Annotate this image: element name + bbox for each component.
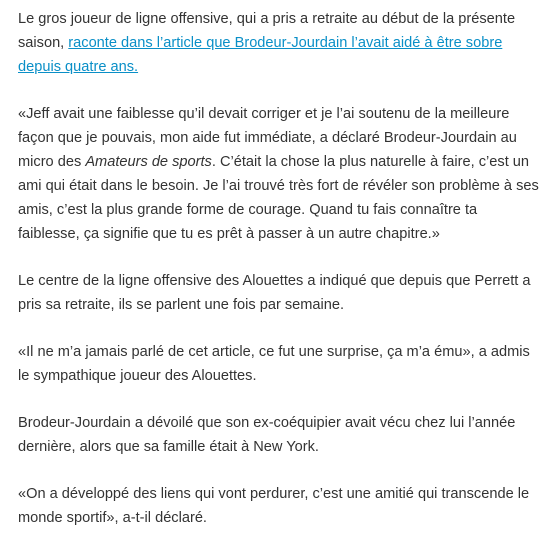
paragraph-intro	[18, 7, 540, 79]
paragraph-friendship-quote: «On a développé des liens qui vont perdurer, c’est une amitié qui transcende le monde sportif», a-t-il déclaré.	[18, 486, 530, 526]
paragraph-surprise-quote: «Il ne m’a jamais parlé de cet article, ce fut une surprise, ça m’a ému», a admis le sympathique joueur des Alouettes.	[18, 344, 530, 384]
article-link[interactable]: raconte dans l’article que Brodeur-Jourdain l’avait aidé à être sobre depuis quatre ans.	[18, 35, 503, 75]
paragraph-lived-together: Brodeur-Jourdain a dévoilé que son ex-coéquipier avait vécu chez lui l’année dernière, alors que sa famille était à New York.	[18, 415, 516, 455]
article-body	[18, 7, 540, 553]
show-name-emphasis: Amateurs de sports	[85, 154, 212, 170]
paragraph-weekly-contact: Le centre de la ligne offensive des Alouettes a indiqué que depuis que Perrett a pris sa retraite, ils se parlent une fois par semaine.	[18, 273, 531, 313]
paragraph-intro-text: Le gros joueur de ligne offensive, qui a pris a retraite au début de la présente saison,	[18, 11, 516, 51]
paragraph-quote-jeff	[18, 102, 540, 246]
paragraph-quote-jeff-text-start: «Jeff avait une faiblesse qu’il devait corriger et je l’ai soutenu de la meilleure façon que je pouvais, mon aide fut immédiate, a déclaré Brodeur-Jourdain au micro des	[18, 106, 517, 170]
paragraph-quote-jeff-text-end: . C’était la chose la plus naturelle à faire, c’est un ami qui était dans le besoin. Je l’ai trouvé très fort de révéler son problème à ses amis, c’est la plus grande forme de courage. Quand tu fais connaître ta faiblesse, ça signifie que tu es prêt à passer à un autre chapitre.»	[18, 154, 539, 242]
